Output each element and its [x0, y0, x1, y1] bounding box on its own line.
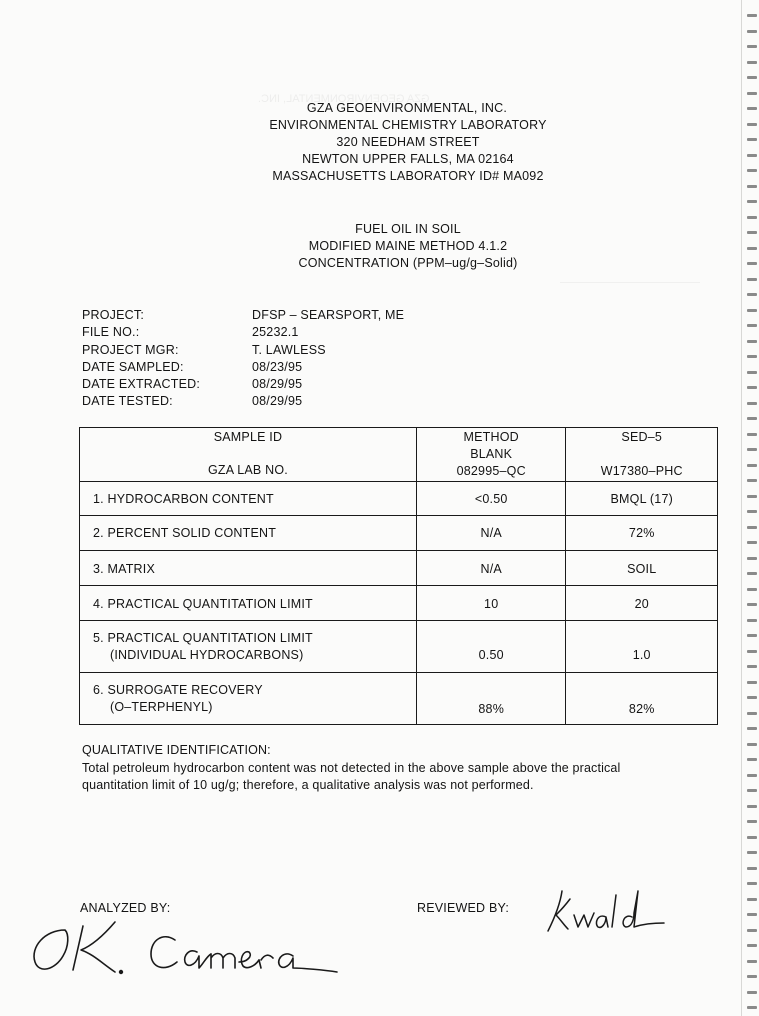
analyzed-signature — [25, 912, 355, 982]
project-info — [82, 307, 482, 411]
binding-hole — [747, 991, 757, 994]
bleed-through-text: GZA GEOENVIRONMENTAL, INC. — [258, 93, 430, 105]
blank-value: <0.50 — [474, 492, 508, 506]
binding-hole — [747, 309, 757, 312]
info-label: PROJECT: — [82, 308, 145, 322]
blank-lab-no: 082995–QC — [456, 464, 526, 478]
binding-hole — [747, 712, 757, 715]
binding-hole — [747, 92, 757, 95]
qualitative-line-2: quantitation limit of 10 ug/g; therefore, a qualitative analysis was not performed. — [82, 778, 534, 792]
blank-value: 88% — [478, 702, 505, 716]
binding-hole — [747, 76, 757, 79]
info-label: PROJECT MGR: — [82, 342, 179, 357]
title-line-1: FUEL OIL IN SOIL — [355, 222, 461, 236]
binding-hole — [747, 665, 757, 668]
binding-hole — [747, 882, 757, 885]
row-label: 2. PERCENT SOLID CONTENT — [93, 526, 277, 540]
binding-hole — [747, 913, 757, 916]
binding-hole — [747, 960, 757, 963]
binding-hole — [747, 61, 757, 64]
binding-hole — [747, 851, 757, 854]
sample-value: 72% — [628, 526, 655, 540]
info-row-project — [82, 307, 482, 324]
info-label: DATE SAMPLED: — [82, 359, 184, 374]
lab-department: ENVIRONMENTAL CHEMISTRY LABORATORY — [269, 118, 547, 132]
bleed-through-block — [560, 282, 700, 393]
binding-hole — [747, 727, 757, 730]
qualitative-section — [82, 742, 702, 795]
binding-hole — [747, 30, 757, 33]
binding-hole — [747, 634, 757, 637]
table-row — [80, 482, 718, 516]
binding-hole — [747, 541, 757, 544]
row-label: 6. SURROGATE RECOVERY — [93, 683, 263, 697]
binding-hole — [747, 867, 757, 870]
analyzed-by-label: ANALYZED BY: — [80, 901, 171, 915]
binding-hole — [747, 371, 757, 374]
binding-hole — [747, 588, 757, 591]
binding-hole — [747, 433, 757, 436]
lab-no-label: GZA LAB NO. — [207, 463, 288, 477]
binding-hole — [747, 510, 757, 513]
binding-hole — [747, 417, 757, 420]
binding-hole — [747, 696, 757, 699]
sample-id-value: SED–5 — [621, 430, 663, 444]
row-label: 4. PRACTICAL QUANTITATION LIMIT — [93, 597, 313, 611]
reviewed-signature — [540, 885, 670, 935]
info-value: 08/29/95 — [252, 394, 303, 409]
binding-hole — [747, 619, 757, 622]
binding-hole — [747, 1006, 757, 1009]
binding-hole — [747, 448, 757, 451]
method-label: METHOD — [463, 430, 519, 444]
title-line-3: CONCENTRATION (PPM–ug/g–Solid) — [298, 256, 518, 270]
info-value: 25232.1 — [252, 325, 299, 340]
sample-value: 82% — [628, 702, 655, 716]
qualitative-heading: QUALITATIVE IDENTIFICATION: — [82, 743, 271, 757]
table-header-row — [80, 428, 718, 482]
binding-hole — [747, 758, 757, 761]
lab-header — [0, 100, 759, 185]
binding-hole — [747, 774, 757, 777]
blank-value: 10 — [484, 597, 499, 611]
binding-hole — [747, 386, 757, 389]
header-sample-cell — [80, 428, 417, 482]
table-row — [80, 516, 718, 551]
sample-value: 20 — [634, 597, 649, 611]
binding-hole — [747, 898, 757, 901]
table-row — [80, 586, 718, 621]
binding-hole — [747, 975, 757, 978]
info-value: T. LAWLESS — [252, 342, 326, 357]
binding-hole — [747, 479, 757, 482]
table-row — [80, 551, 718, 586]
info-value: 08/23/95 — [252, 359, 303, 374]
blank-value: N/A — [480, 562, 502, 576]
row-sublabel: (O–TERPHENYL) — [110, 700, 213, 714]
reviewed-by-label: REVIEWED BY: — [417, 901, 510, 915]
binding-hole — [747, 464, 757, 467]
info-value: 08/29/95 — [252, 377, 303, 392]
blank-label: BLANK — [470, 447, 513, 461]
binding-hole — [747, 789, 757, 792]
sample-value: SOIL — [627, 562, 657, 576]
binding-hole — [747, 324, 757, 327]
lab-street: 320 NEEDHAM STREET — [336, 135, 480, 149]
binding-hole — [747, 572, 757, 575]
binding-hole — [747, 293, 757, 296]
binding-hole — [747, 355, 757, 358]
lab-id: MASSACHUSETTS LABORATORY ID# MA092 — [272, 169, 544, 183]
binding-hole — [747, 820, 757, 823]
report-title — [0, 221, 759, 272]
binding-hole — [747, 402, 757, 405]
binding-hole — [747, 557, 757, 560]
info-value: DFSP – SEARSPORT, ME — [252, 308, 405, 322]
blank-value: N/A — [480, 526, 502, 540]
info-row-date-sampled — [82, 359, 482, 376]
info-label: DATE EXTRACTED: — [82, 377, 201, 392]
results-table — [79, 427, 718, 725]
binding-hole — [747, 944, 757, 947]
info-label: FILE NO.: — [82, 325, 140, 340]
qualitative-line-1: Total petroleum hydrocarbon content was not detected in the above sample above the practical — [82, 760, 621, 775]
binding-hole — [747, 929, 757, 932]
info-row-date-extracted — [82, 376, 482, 393]
binding-hole — [747, 340, 757, 343]
sample-id-label: SAMPLE ID — [213, 430, 283, 444]
binding-hole — [747, 603, 757, 606]
binding-hole — [747, 650, 757, 653]
lab-city: NEWTON UPPER FALLS, MA 02164 — [302, 152, 514, 166]
binding-hole — [747, 14, 757, 17]
row-label: 1. HYDROCARBON CONTENT — [93, 492, 274, 506]
binding-hole — [747, 836, 757, 839]
row-label: 3. MATRIX — [93, 562, 155, 576]
table-row — [80, 673, 718, 725]
binding-hole — [747, 45, 757, 48]
info-row-file-no — [82, 324, 482, 341]
binding-hole — [747, 216, 757, 219]
row-label: 5. PRACTICAL QUANTITATION LIMIT — [93, 631, 313, 645]
binding-hole — [747, 200, 757, 203]
lab-name: GZA GEOENVIRONMENTAL, INC. — [306, 101, 508, 115]
sample-value: 1.0 — [632, 648, 651, 662]
header-sample-column-cell — [566, 428, 718, 482]
table-row — [80, 621, 718, 673]
binding-hole — [747, 278, 757, 281]
header-method-blank-cell — [416, 428, 566, 482]
binding-hole — [747, 805, 757, 808]
binding-hole — [747, 681, 757, 684]
binding-hole — [747, 743, 757, 746]
info-row-project-mgr — [82, 342, 482, 359]
row-sublabel: (INDIVIDUAL HYDROCARBONS) — [110, 648, 304, 662]
sample-value: BMQL (17) — [610, 492, 673, 506]
binding-hole — [747, 495, 757, 498]
blank-value: 0.50 — [478, 648, 504, 662]
sample-lab-no: W17380–PHC — [600, 464, 683, 478]
binding-hole — [747, 526, 757, 529]
title-line-2: MODIFIED MAINE METHOD 4.1.2 — [308, 239, 508, 253]
info-row-date-tested — [82, 393, 482, 410]
info-label: DATE TESTED: — [82, 394, 173, 409]
